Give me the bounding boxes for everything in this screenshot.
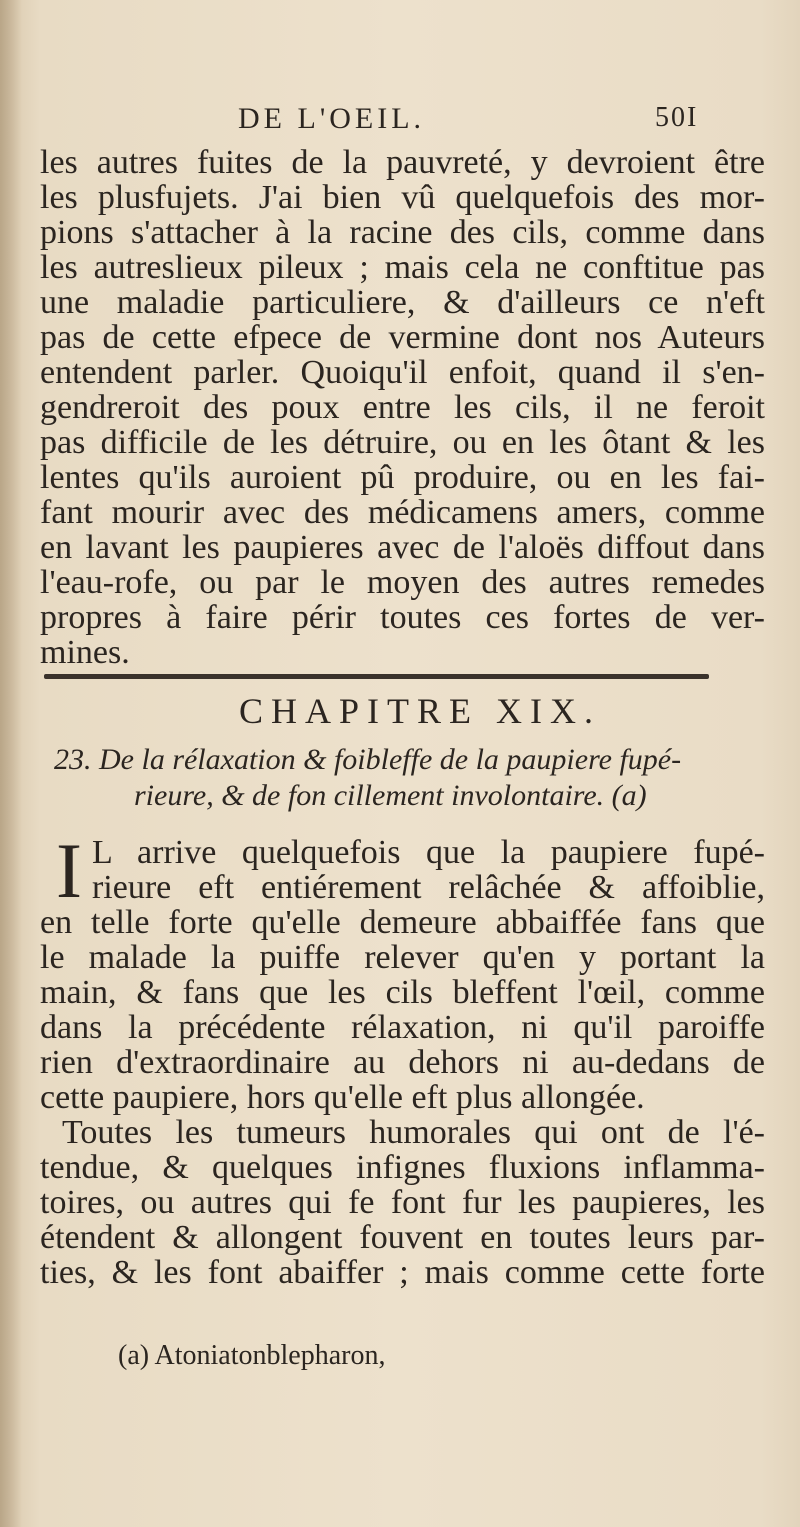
text-line: le malade la puiffe relever qu'en y portant la	[40, 939, 765, 976]
text-line: les autreslieux pileux ; mais cela ne conftitue pas	[40, 249, 765, 286]
summary-line: 23. De la rélaxation & foibleffe de la paupiere fupé-	[54, 743, 682, 776]
gutter-shadow	[0, 0, 22, 1527]
text-line: cette paupiere, hors qu'elle eft plus allongée.	[40, 1079, 645, 1116]
text-line: fant mourir avec des médicamens amers, comme	[40, 494, 765, 531]
text-line: mines.	[40, 634, 130, 671]
text-line: rien d'extraordinaire au dehors ni au-dedans de	[40, 1044, 765, 1081]
text-line: dans la précédente rélaxation, ni qu'il paroiffe	[40, 1009, 765, 1046]
text-line: tendue, & quelques infignes fluxions inflamma-	[40, 1149, 765, 1186]
footnote: (a) Atoniatonblepharon,	[118, 1340, 386, 1371]
text-line: en lavant les paupieres avec de l'aloës diffout dans	[40, 529, 765, 566]
text-line: L arrive quelquefois que la paupiere fupé-	[91, 834, 765, 871]
text-line: en telle forte qu'elle demeure abbaiffée fans que	[40, 904, 765, 941]
drop-cap: I	[56, 827, 82, 914]
text-line: entendent parler. Quoiqu'il enfoit, quand il s'en-	[40, 354, 765, 391]
text-line: étendent & allongent fouvent en toutes leurs par-	[40, 1219, 765, 1256]
text-line: pas difficile de les détruire, ou en les ôtant & les	[40, 424, 765, 461]
text-line: pions s'attacher à la racine des cils, comme dans	[40, 214, 765, 251]
summary-line: rieure, & de fon cillement involontaire. (a)	[134, 779, 647, 812]
text-line: l'eau-rofe, ou par le moyen des autres remedes	[40, 564, 765, 601]
text-line: une maladie particuliere, & d'ailleurs ce n'eft	[40, 284, 765, 321]
text-line: main, & fans que les cils bleffent l'œil, comme	[40, 974, 765, 1011]
text-line: gendreroit des poux entre les cils, il ne feroit	[40, 389, 765, 426]
running-head-title: DE L'OEIL.	[238, 102, 426, 135]
section-rule	[44, 674, 709, 679]
text-line: Toutes les tumeurs humorales qui ont de l'é-	[62, 1114, 765, 1151]
chapter-body	[40, 827, 765, 1291]
continued-paragraph	[40, 145, 765, 670]
chapter-heading: CHAPITRE XIX.	[239, 691, 601, 731]
page-number: 50I	[655, 102, 699, 133]
text-line: toires, ou autres qui fe font fur les paupieres, les	[40, 1184, 765, 1221]
text-line: ties, & les font abaiffer ; mais comme cette forte	[40, 1254, 765, 1291]
text-line: lentes qu'ils auroient pû produire, ou en les fai-	[40, 459, 765, 496]
text-line: les autres fuites de la pauvreté, y devroient être	[40, 144, 765, 181]
text-line: rieure eft entiérement relâchée & affoiblie,	[91, 869, 765, 906]
text-line: pas de cette efpece de vermine dont nos Auteurs	[40, 319, 765, 356]
chapter-summary	[54, 742, 754, 814]
text-line: les plusfujets. J'ai bien vû quelquefois des mor-	[40, 179, 765, 216]
running-head	[0, 102, 800, 142]
text-line: propres à faire périr toutes ces fortes de ver-	[40, 599, 765, 636]
